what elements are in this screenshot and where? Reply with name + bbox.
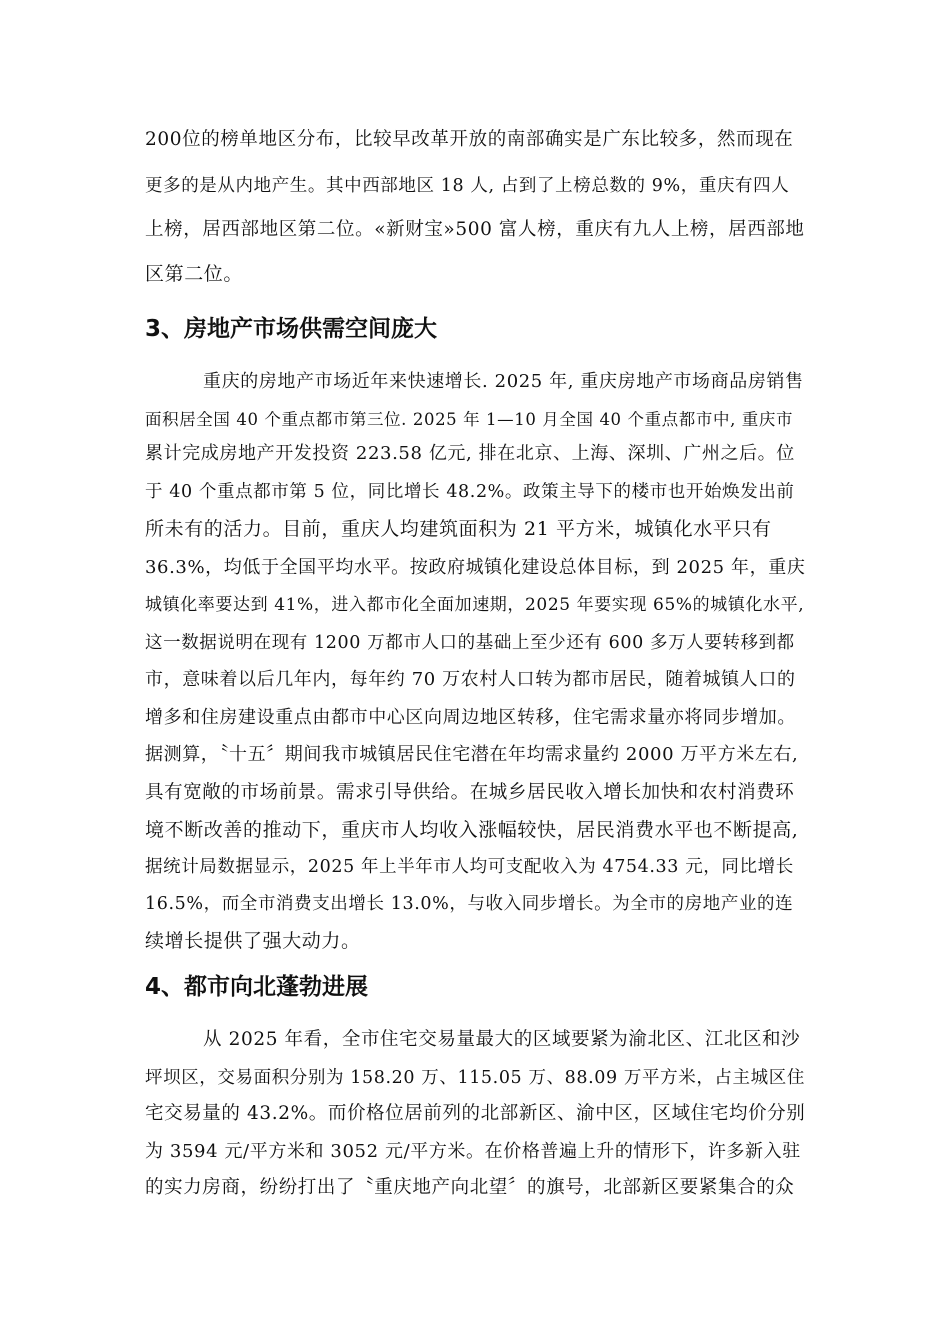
paragraph-line: 从 2025 年看，全市住宅交易量最大的区域要紧为渝北区、江北区和沙 bbox=[203, 1029, 801, 1050]
paragraph-line: 36.3%，均低于全国平均水平。按政府城镇化建设总体目标，到 2025 年，重庆 bbox=[145, 557, 806, 578]
section-heading-4: 4、都市向北蓬勃进展 bbox=[145, 974, 369, 1000]
paragraph-line: 为 3594 元/平方米和 3052 元/平方米。在价格普遍上升的情形下，许多新入驻 bbox=[145, 1141, 801, 1162]
paragraph-line: 坪坝区，交易面积分别为 158.20 万、115.05 万、88.09 万平方米，占主城区住 bbox=[145, 1068, 805, 1088]
paragraph-line: 增多和住房建设重点由都市中心区向周边地区转移，住宅需求量亦将同步增加。 bbox=[145, 707, 796, 728]
paragraph-line: 200位的榜单地区分布，比较早改革开放的南部确实是广东比较多，然而现在 bbox=[145, 129, 794, 150]
paragraph-line: 据测算，〝十五〞期间我市城镇居民住宅潜在年均需求量约 2000 万平方米左右, bbox=[145, 744, 799, 765]
paragraph-line: 境不断改善的推动下，重庆市人均收入涨幅较快，居民消费水平也不断提高, bbox=[145, 819, 799, 841]
paragraph-line: 上榜，居西部地区第二位。«新财宝»500 富人榜，重庆有九人上榜，居西部地 bbox=[145, 219, 805, 240]
paragraph-line: 于 40 个重点都市第 5 位，同比增长 48.2%。政策主导下的楼市也开始焕发出前 bbox=[145, 482, 795, 502]
paragraph-line: 这一数据说明在现有 1200 万都市人口的基础上至少还有 600 多万人要转移到都 bbox=[145, 633, 795, 653]
paragraph-line: 的实力房商，纷纷打出了〝重庆地产向北望〞的旗号，北部新区要紧集合的众 bbox=[145, 1177, 795, 1198]
paragraph-line: 据统计局数据显示，2025 年上半年市人均可支配收入为 4754.33 元，同比增长 bbox=[145, 857, 794, 877]
paragraph-line: 更多的是从内地产生。其中西部地区 18 人, 占到了上榜总数的 9%，重庆有四人 bbox=[145, 176, 790, 196]
paragraph-line: 具有宽敞的市场前景。需求引导供给。在城乡居民收入增长加快和农村消费环 bbox=[145, 782, 795, 803]
section-heading-3: 3、房地产市场供需空间庞大 bbox=[145, 316, 438, 342]
paragraph-line: 市，意味着以后几年内，每年约 70 万农村人口转为都市居民，随着城镇人口的 bbox=[145, 669, 796, 690]
paragraph-line: 续增长提供了强大动力。 bbox=[145, 930, 361, 952]
paragraph-line: 累计完成房地产开发投资 223.58 亿元, 排在北京、上海、深圳、广州之后。位 bbox=[145, 443, 795, 464]
paragraph-line: 宅交易量的 43.2%。而价格位居前列的北部新区、渝中区，区域住宅均价分别 bbox=[145, 1103, 806, 1124]
paragraph-line: 重庆的房地产市场近年来快速增长. 2025 年, 重庆房地产市场商品房销售 bbox=[203, 371, 804, 392]
paragraph-line: 面积居全国 40 个重点都市第三位. 2025 年 1—10 月全国 40 个重点都市中, 重庆市 bbox=[145, 410, 794, 429]
paragraph-line: 所未有的活力。目前，重庆人均建筑面积为 21 平方米，城镇化水平只有 bbox=[145, 518, 772, 540]
paragraph-line: 城镇化率要达到 41%，进入都市化全面加速期，2025 年要实现 65%的城镇化水平, bbox=[145, 595, 805, 615]
paragraph-line: 区第二位。 bbox=[145, 263, 244, 285]
paragraph-line: 16.5%，而全市消费支出增长 13.0%，与收入同步增长。为全市的房地产业的连 bbox=[145, 894, 794, 914]
